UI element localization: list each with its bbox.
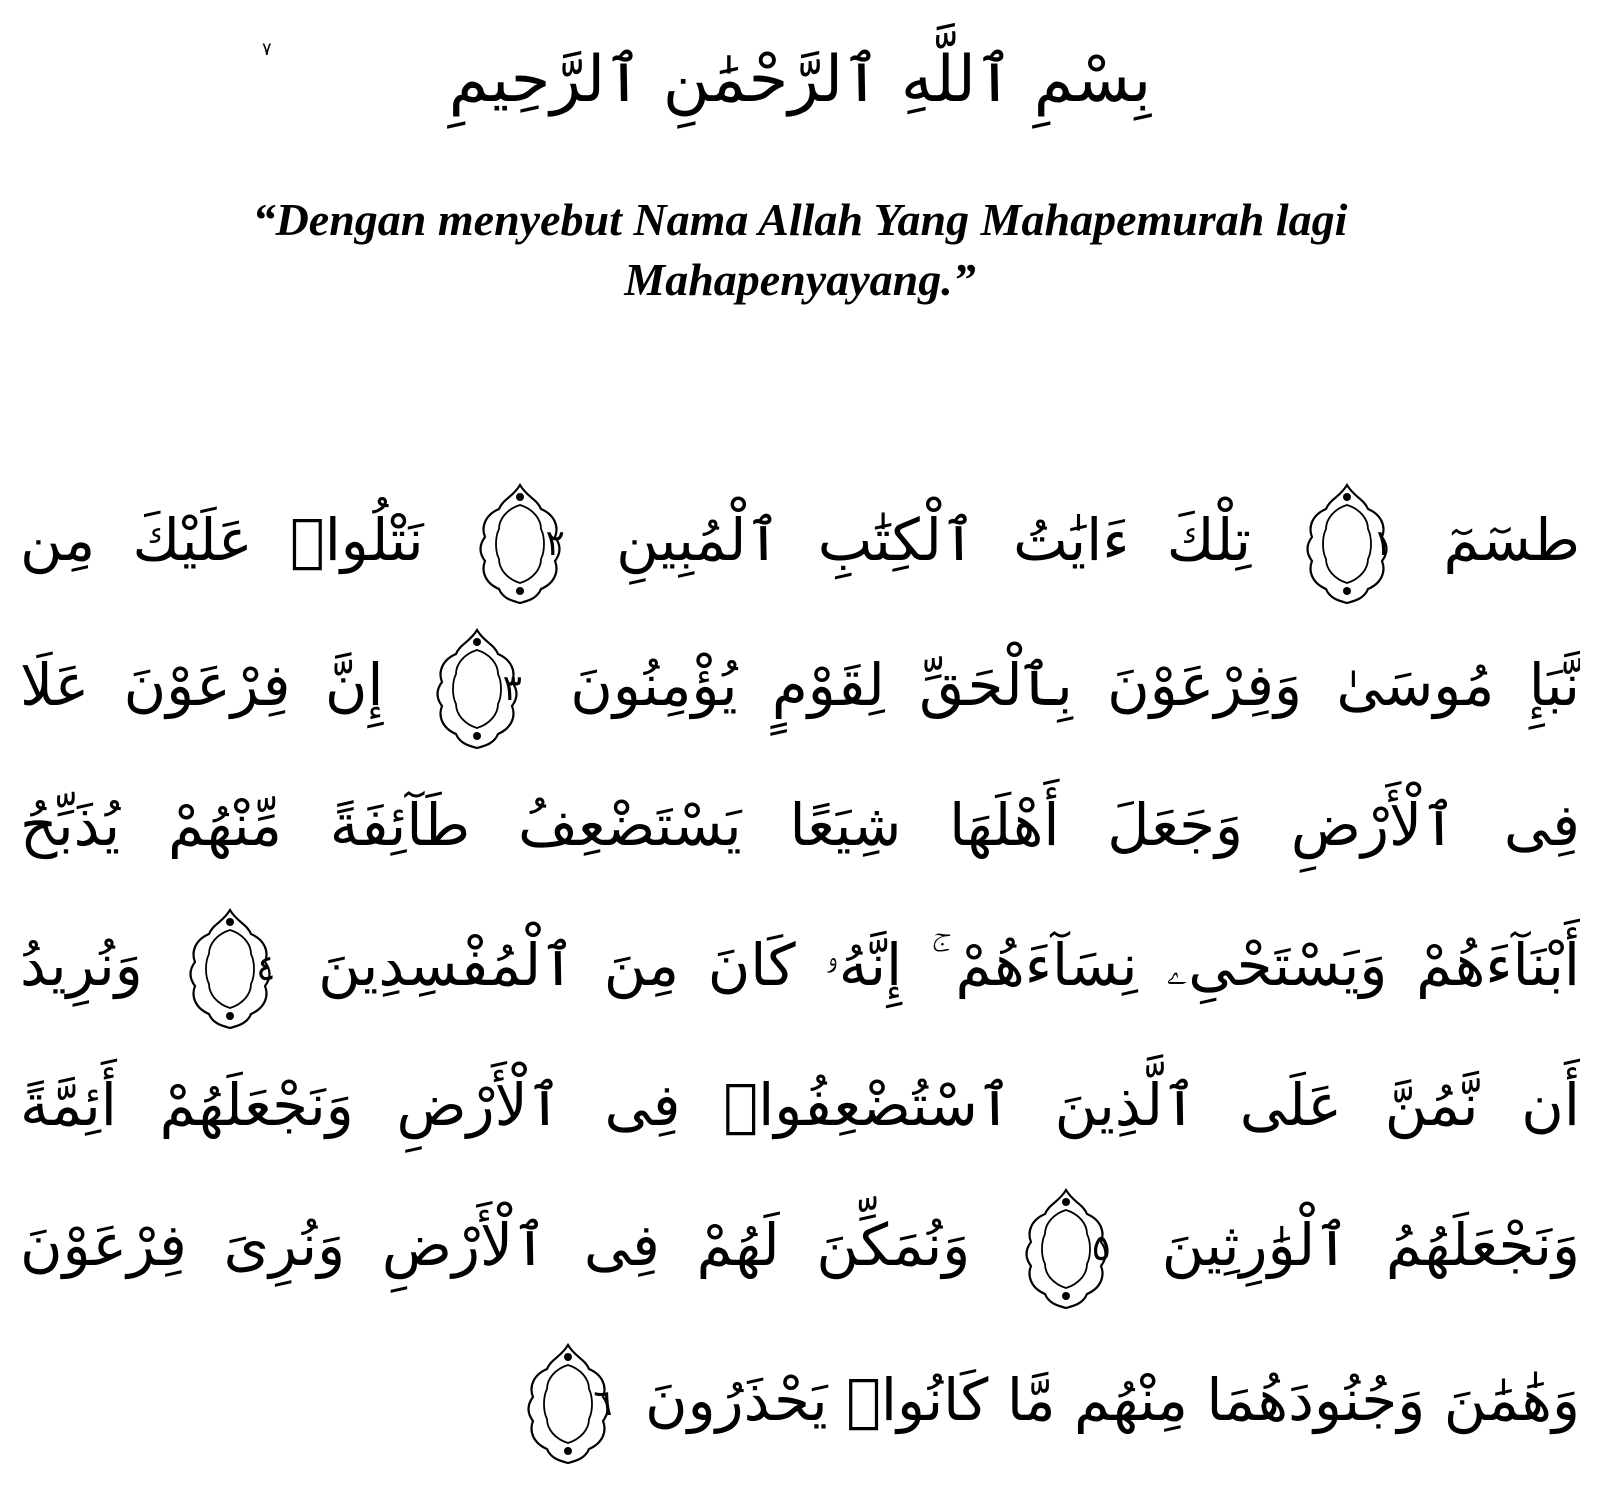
verse-text: تِلْكَ ءَايَٰتُ ٱلْكِتَٰبِ ٱلْمُبِينِ — [616, 506, 1252, 574]
translation-line-1: “Dengan menyebut Nama Allah Yang Mahapemurah lagi — [252, 194, 1348, 245]
verse-number: ٣ — [502, 667, 522, 709]
verse-end-marker-2 — [475, 479, 565, 609]
verse-text: فِى ٱلْأَرْضِ وَجَعَلَ أَهْلَهَا شِيَعًا يَسْتَضْعِفُ طَآئِفَةً مِّنْهُمْ يُذَبِّحُ — [20, 791, 1580, 859]
verse-text: وَنُرِيدُ — [20, 931, 143, 999]
basmala-marker: ٧ — [262, 39, 272, 60]
verse-line-2 — [20, 615, 1580, 755]
verse-number: ٦ — [593, 1382, 613, 1424]
verse-text: نَتْلُوا۟ عَلَيْكَ مِن — [20, 506, 424, 574]
verse-text: إِنَّ فِرْعَوْنَ عَلَا — [20, 651, 384, 719]
verse-line-7 — [20, 1330, 1580, 1470]
verse-text: نَّبَإِ مُوسَىٰ وَفِرْعَوْنَ بِٱلْحَقِّ لِقَوْمٍ يُؤْمِنُونَ — [570, 651, 1580, 719]
basmala-translation — [160, 190, 1440, 310]
verse-text: وَنُمَكِّنَ لَهُمْ فِى ٱلْأَرْضِ وَنُرِىَ فِرْعَوْنَ — [20, 1211, 971, 1279]
verse-text: أَن نَّمُنَّ عَلَى ٱلَّذِينَ ٱسْتُضْعِفُوا۟ فِى ٱلْأَرْضِ وَنَجْعَلَهُمْ أَئِمَّةً — [20, 1071, 1580, 1139]
verse-text: وَنَجْعَلَهُمُ ٱلْوَٰرِثِينَ — [1161, 1211, 1580, 1279]
verse-number: ٥ — [1091, 1227, 1112, 1269]
basmala-arabic: بِسْمِ ٱللَّهِ ٱلرَّحْمَٰنِ ٱلرَّحِيمِ — [448, 43, 1152, 117]
verse-line-4 — [20, 895, 1580, 1035]
verse-end-marker-6 — [523, 1339, 613, 1469]
verse-end-marker-5 — [1021, 1184, 1111, 1314]
verse-end-marker-3 — [432, 624, 522, 754]
verse-text: وَهَٰمَٰنَ وَجُنُودَهُمَا مِنْهُم مَّا كَانُوا۟ يَحْذَرُونَ — [645, 1366, 1580, 1434]
verses-block — [20, 470, 1580, 1480]
verse-line-3 — [20, 755, 1580, 895]
verse-end-marker-1 — [1302, 479, 1392, 609]
verse-text: طسٓمٓ — [1443, 506, 1580, 574]
verse-line-5 — [20, 1035, 1580, 1175]
verse-line-6 — [20, 1175, 1580, 1315]
verse-line-1 — [20, 470, 1580, 610]
verse-text: أَبْنَآءَهُمْ وَيَسْتَحْىِۦ نِسَآءَهُمْ ۚ إِنَّهُۥ كَانَ مِنَ ٱلْمُفْسِدِينَ — [318, 931, 1580, 999]
verse-number: ٤ — [256, 947, 276, 989]
translation-line-2: Mahapenyayang.” — [624, 254, 976, 305]
verse-end-marker-4 — [185, 904, 275, 1034]
verse-number: ٢ — [545, 522, 565, 564]
verse-number: ١ — [1372, 522, 1393, 564]
